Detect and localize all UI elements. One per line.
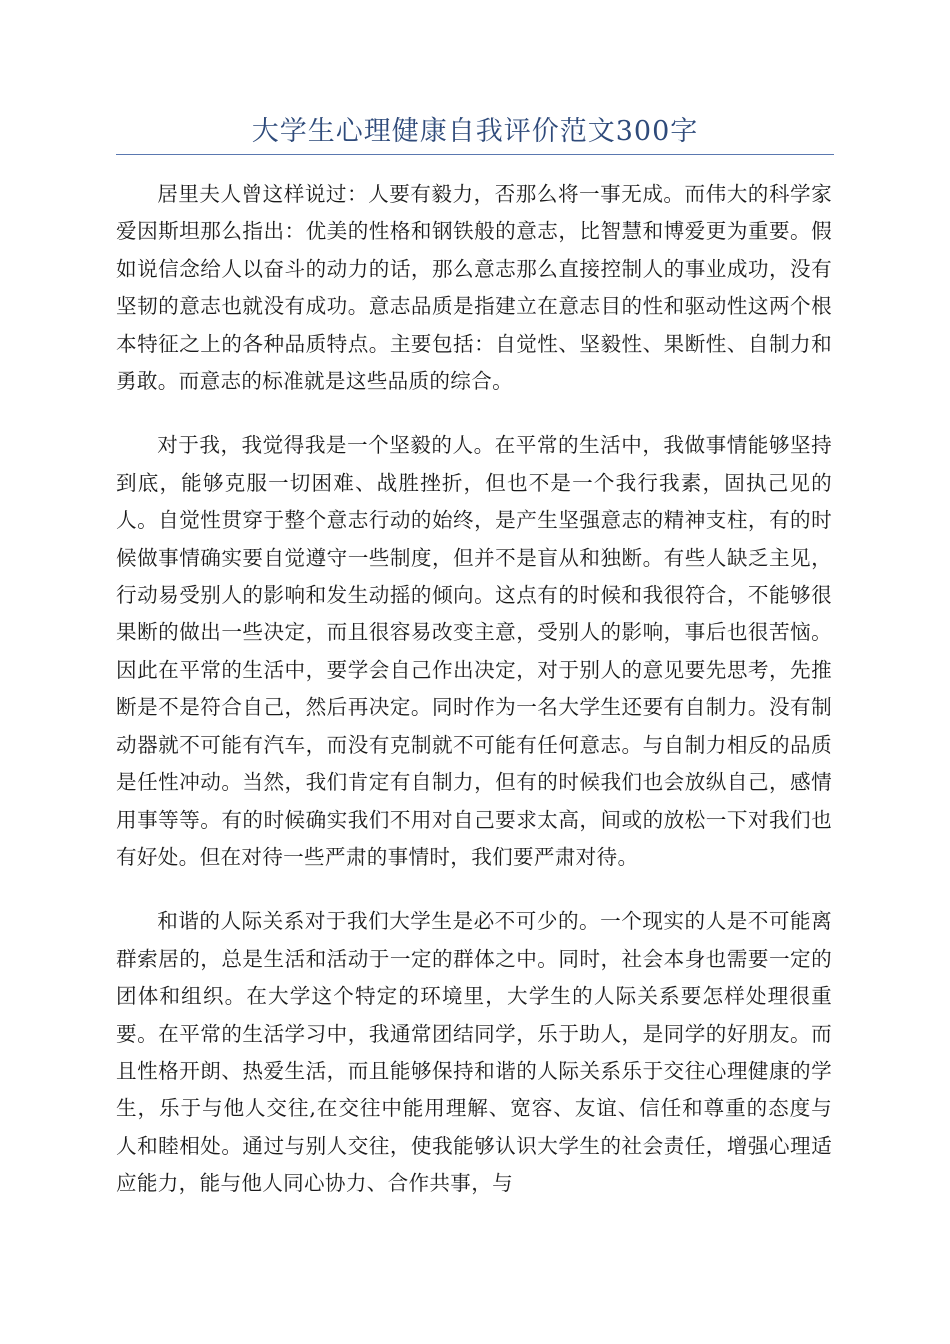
paragraph-3: 和谐的人际关系对于我们大学生是必不可少的。一个现实的人是不可能离群索居的，总是生活和活动于一定的群体之中。同时，社会本身也需要一定的团体和组织。在大学这个特定的环境里，大学生的人际关系要怎样处理很重要。在平常的生活学习中，我通常团结同学，乐于助人，是同学的好朋友。而且性格开朗、热爱生活，而且能够保持和谐的人际关系乐于交往心理健康的学生，乐于与他人交往,在交往中能用理解、宽容、友谊、信任和尊重的态度与人和睦相处。通过与别人交往，使我能够认识大学生的社会责任，增强心理适应能力，能与他人同心协力、合作共事，与 xyxy=(116,909,832,1196)
title-underline xyxy=(116,154,834,155)
document-title: 大学生心理健康自我评价范文300字 xyxy=(251,116,699,147)
document-body xyxy=(116,176,832,1230)
paragraph-2: 对于我，我觉得我是一个坚毅的人。在平常的生活中，我做事情能够坚持到底，能够克服一切困难、战胜挫折，但也不是一个我行我素，固执己见的人。自觉性贯穿于整个意志行动的始终，是产生坚强意志的精神支柱，有的时候做事情确实要自觉遵守一些制度，但并不是盲从和独断。有些人缺乏主见，行动易受别人的影响和发生动摇的倾向。这点有的时候和我很符合，不能够很果断的做出一些决定，而且很容易改变主意，受别人的影响，事后也很苦恼。因此在平常的生活中，要学会自己作出决定，对于别人的意见要先思考，先推断是不是符合自己，然后再决定。同时作为一名大学生还要有自制力。没有制动器就不可能有汽车，而没有克制就不可能有任何意志。与自制力相反的品质是任性冲动。当然，我们肯定有自制力，但有的时候我们也会放纵自己，感情用事等等。有的时候确实我们不用对自己要求太高，间或的放松一下对我们也有好处。但在对待一些严肃的事情时，我们要严肃对待。 xyxy=(116,433,832,869)
paragraph-1: 居里夫人曾这样说过：人要有毅力，否那么将一事无成。而伟大的科学家爱因斯坦那么指出：优美的性格和钢铁般的意志，比智慧和博爱更为重要。假如说信念给人以奋斗的动力的话，那么意志那么直接控制人的事业成功，没有坚韧的意志也就没有成功。意志品质是指建立在意志目的性和驱动性这两个根本特征之上的各种品质特点。主要包括：自觉性、坚毅性、果断性、自制力和勇敢。而意志的标准就是这些品质的综合。 xyxy=(116,182,832,394)
